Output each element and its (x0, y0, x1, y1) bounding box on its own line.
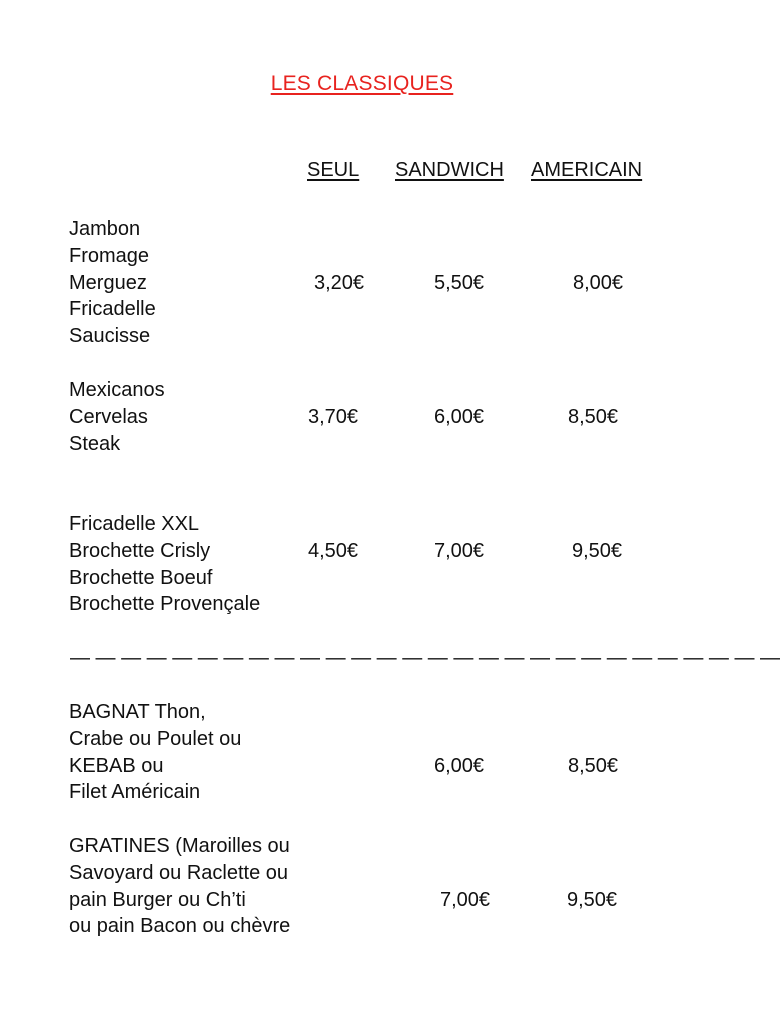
column-header-seul: SEUL (307, 159, 360, 181)
menu-item: Steak (69, 432, 121, 455)
menu-item: Savoyard ou Raclette ou (69, 861, 289, 884)
menu-item: Merguez (69, 271, 147, 294)
price-sandwich: 5,50€ (434, 272, 485, 294)
column-header-americain: AMERICAIN (531, 159, 643, 181)
menu-item: Fricadelle (69, 298, 156, 321)
menu-item: Filet Américain (69, 781, 201, 804)
menu-item: Brochette Provençale (69, 593, 261, 616)
price-seul: 3,20€ (314, 272, 365, 294)
column-header-sandwich: SANDWICH (395, 159, 504, 181)
menu-item: Jambon (69, 218, 141, 240)
menu-item: ou pain Bacon ou chèvre (69, 915, 291, 938)
menu-group-4 (69, 699, 241, 806)
menu-item: Fromage (69, 244, 150, 267)
price-sandwich: 7,00€ (440, 889, 491, 911)
price-americain: 9,50€ (567, 889, 618, 911)
menu-group-5 (69, 833, 290, 940)
dashed-divider: — — — — — — — — — — — — — — — — — — — — — — — — — — — — (70, 647, 780, 669)
menu-group-1 (69, 216, 156, 350)
menu-item: Mexicanos (69, 379, 165, 401)
menu-item: GRATINES (Maroilles ou (69, 835, 290, 857)
menu-group-2 (69, 377, 165, 457)
price-americain: 8,00€ (573, 272, 624, 294)
price-seul: 4,50€ (308, 540, 359, 562)
menu-item: Cervelas (69, 405, 148, 428)
price-americain: 9,50€ (572, 540, 623, 562)
price-seul: 3,70€ (308, 406, 359, 428)
menu-item: Brochette Crisly (69, 539, 211, 562)
price-americain: 8,50€ (568, 755, 619, 777)
price-sandwich: 6,00€ (434, 406, 485, 428)
menu-item: Crabe ou Poulet ou (69, 727, 242, 750)
price-americain: 8,50€ (568, 406, 619, 428)
price-sandwich: 6,00€ (434, 755, 485, 777)
menu-group-3 (69, 511, 260, 618)
price-sandwich: 7,00€ (434, 540, 485, 562)
menu-item: Fricadelle XXL (69, 513, 200, 535)
menu-item: BAGNAT Thon, (69, 701, 206, 723)
menu-item: pain Burger ou Ch’ti (69, 888, 246, 911)
menu-item: Saucisse (69, 325, 151, 348)
menu-item: KEBAB ou (69, 754, 164, 777)
menu-item: Brochette Boeuf (69, 566, 213, 589)
page-title: LES CLASSIQUES (270, 72, 454, 95)
